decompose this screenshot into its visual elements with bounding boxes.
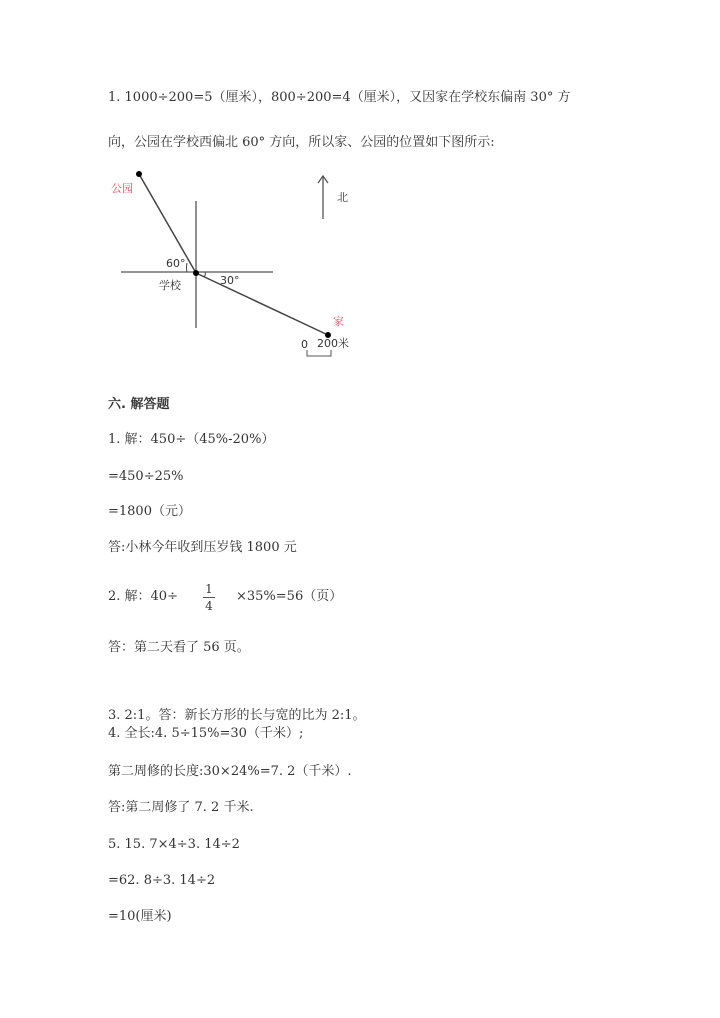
- fraction-denominator: 4: [205, 599, 213, 613]
- home-label: 家: [333, 315, 344, 328]
- angle-60-label: 60°: [166, 257, 186, 270]
- school-label: 学校: [159, 279, 181, 292]
- park-label: 公园: [111, 182, 133, 195]
- scale-zero-label: 0: [301, 338, 308, 351]
- scale-bar: [307, 350, 331, 356]
- park-point: [136, 171, 142, 177]
- q1-line-2: =450÷25%: [108, 469, 184, 484]
- q4-answer: 答:第二周修了 7. 2 千米.: [108, 800, 254, 815]
- north-label: 北: [337, 191, 348, 204]
- q4-line-2: 第二周修的长度:30×24%=7. 2（千米）.: [108, 764, 352, 779]
- q2-line-prefix: 2. 解：40÷: [108, 589, 178, 604]
- scale-unit-label: 200米: [317, 337, 349, 350]
- q4-line-1: 4. 全长:4. 5÷15%=30（千米）;: [108, 726, 304, 741]
- school-point: [193, 270, 199, 276]
- q5-line-1: 5. 15. 7×4÷3. 14÷2: [108, 837, 240, 852]
- section-title: 六. 解答题: [108, 397, 170, 412]
- q5-line-3: =10(厘米): [108, 909, 172, 924]
- fraction-numerator: 1: [205, 582, 213, 596]
- answer-1-line-1: 1. 1000÷200=5（厘米），800÷200=4（厘米），又因家在学校东偏南 30° 方: [108, 90, 571, 105]
- q1-line-1: 1. 解：450÷（45%-20%）: [108, 432, 275, 447]
- angle-arc-60: [187, 263, 188, 272]
- q1-line-3: =1800（元）: [108, 504, 191, 519]
- angle-arc-30: [204, 272, 205, 277]
- q1-answer: 答:小林今年收到压岁钱 1800 元: [108, 540, 297, 555]
- answer-1-line-2: 向，公园在学校西偏北 60° 方向，所以家、公园的位置如下图所示:: [108, 135, 495, 150]
- q2-answer: 答：第二天看了 56 页。: [108, 640, 250, 655]
- home-line: [196, 273, 328, 335]
- angle-30-label: 30°: [220, 274, 240, 287]
- q3-line: 3. 2:1。答：新长方形的长与宽的比为 2:1。: [108, 708, 366, 723]
- q2-line-suffix: ×35%=56（页）: [236, 589, 343, 604]
- q5-line-2: =62. 8÷3. 14÷2: [108, 873, 216, 888]
- fraction: [203, 582, 215, 613]
- direction-diagram: [0, 0, 720, 380]
